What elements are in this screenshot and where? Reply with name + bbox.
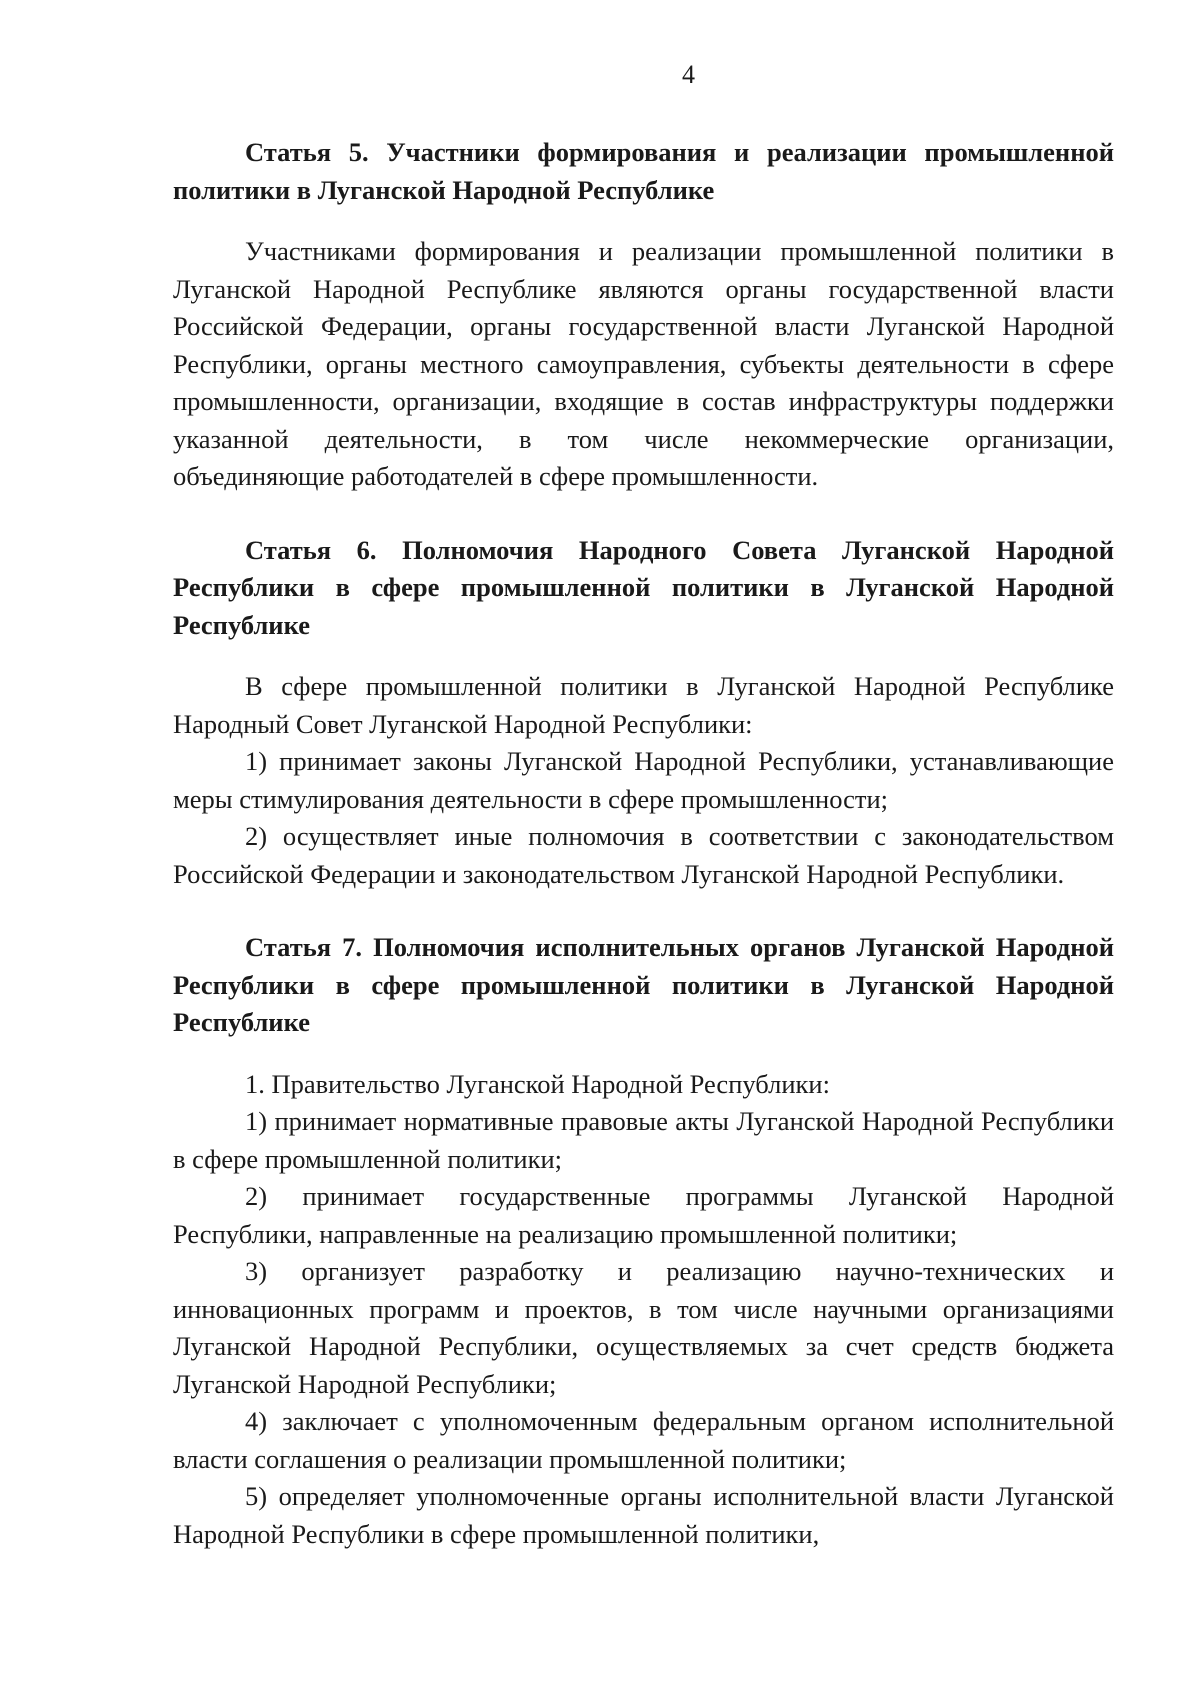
paragraph: 1. Правительство Луганской Народной Республики: <box>245 1068 830 1099</box>
article-7 <box>173 929 1114 1553</box>
list-item: 1) принимает нормативные правовые акты Луганской Народной Республики в сфере промышленной политики; <box>173 1106 1114 1174</box>
list-item: 5) определяет уполномоченные органы исполнительной власти Луганской Народной Республики в сфере промышленной политики, <box>173 1481 1114 1549</box>
article-6 <box>173 532 1114 894</box>
article-5 <box>173 134 1114 496</box>
list-item: 2) осуществляет иные полномочия в соответствии с законодательством Российской Федерации и законодательством Луганской Народной Республики. <box>173 821 1114 889</box>
paragraph: В сфере промышленной политики в Луганской Народной Республике Народный Совет Луганской Народной Республики: <box>173 671 1114 739</box>
paragraph: Участниками формирования и реализации промышленной политики в Луганской Народной Республике являются органы государственной власти Российской Федерации, органы государственной власти Луганской Народной Республики, органы местного самоуправления, субъекты деятельности в сфере промышленности, организации, входящие в состав инфраструктуры поддержки указанной деятельности, в том числе некоммерческие организации, объединяющие работодателей в сфере промышленности. <box>173 236 1114 491</box>
list-item: 1) принимает законы Луганской Народной Республики, устанавливающие меры стимулирования деятельности в сфере промышленности; <box>173 746 1114 814</box>
article-title: Статья 5. Участники формирования и реализации промышленной политики в Луганской Народной Республике <box>173 137 1114 205</box>
page-number: 4 <box>682 60 695 89</box>
article-title: Статья 6. Полномочия Народного Совета Луганской Народной Республики в сфере промышленной политики в Луганской Народной Республике <box>173 534 1114 640</box>
list-item: 4) заключает с уполномоченным федеральным органом исполнительной власти соглашения о реализации промышленной политики; <box>173 1406 1114 1474</box>
article-title: Статья 7. Полномочия исполнительных органов Луганской Народной Республики в сфере промышленной политики в Луганской Народной Республике <box>173 932 1114 1037</box>
list-item: 3) организует разработку и реализацию научно-технических и инновационных программ и проектов, в том числе научными организациями Луганской Народной Республики, осуществляемых за счет средств бюджета Луганской Народной Республики; <box>173 1256 1114 1399</box>
list-item: 2) принимает государственные программы Луганской Народной Республики, направленные на реализацию промышленной политики; <box>173 1181 1114 1249</box>
